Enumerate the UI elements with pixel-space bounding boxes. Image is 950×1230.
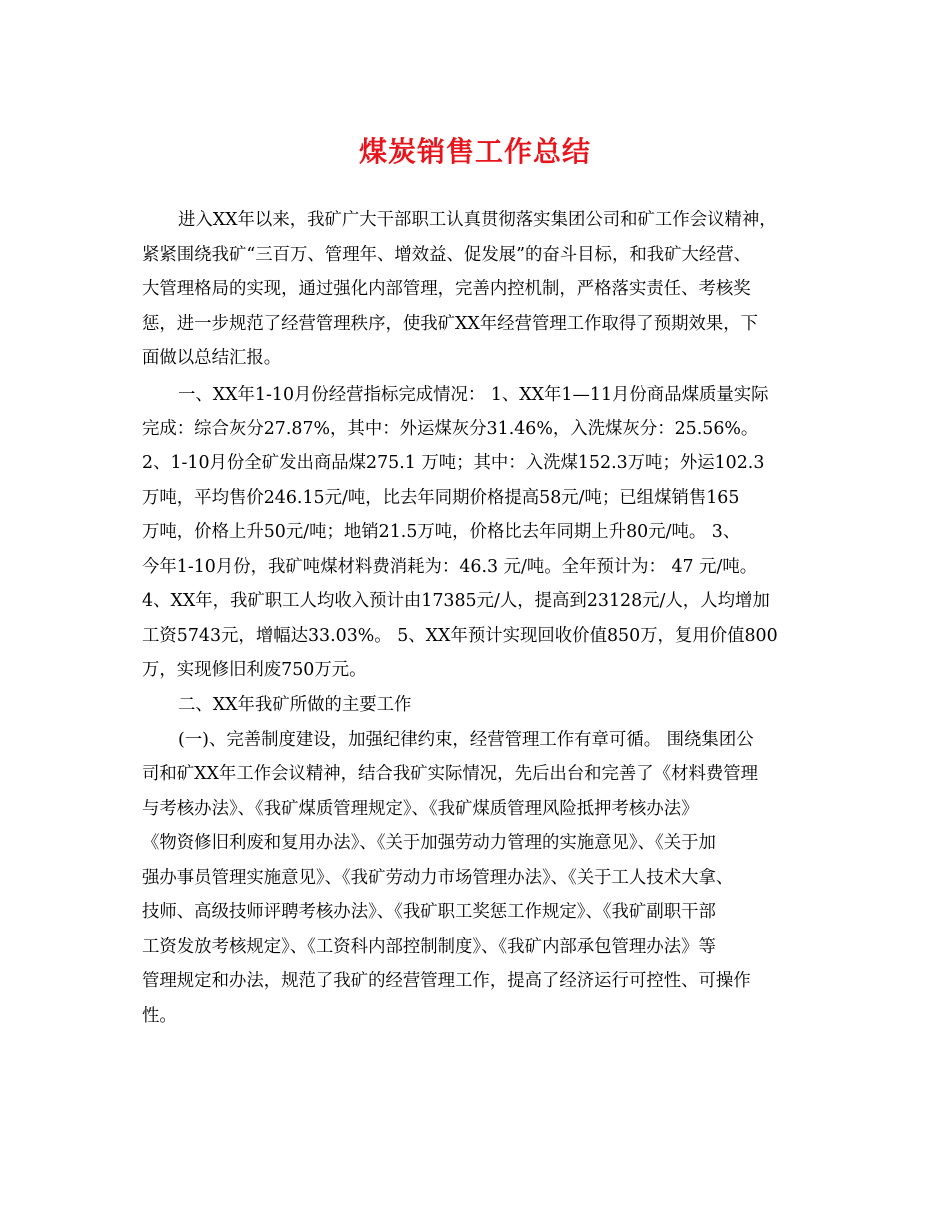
paragraph-line: 司和矿XX年工作会议精神，结合我矿实际情况，先后出台和完善了《材料费管理 <box>142 764 759 784</box>
paragraph-line: 进入XX年以来，我矿广大干部职工认真贯彻落实集团公司和矿工作会议精神， <box>178 210 777 230</box>
paragraph-line: 4、XX年，我矿职工人均收入预计由17385元/人，提高到23128元/人，人均增加 <box>142 591 770 611</box>
paragraph-line: 强办事员管理实施意见》、《我矿劳动力市场管理办法》、《关于工人技术大拿、 <box>142 868 734 888</box>
paragraph-line: 大管理格局的实现，通过强化内部管理，完善内控机制，严格落实责任、考核奖 <box>142 279 751 299</box>
paragraph-line: 工资发放考核规定》、《工资科内部控制制度》、《我矿内部承包管理办法》等 <box>142 937 716 957</box>
paragraph-line: 今年1-10月份，我矿吨煤材料费消耗为：46.3 元/吨。全年预计为： 47 元/吨。 <box>142 557 758 577</box>
paragraph-line: 万吨，平均售价246.15元/吨，比去年同期价格提高58元/吨；已组煤销售165 <box>142 488 740 508</box>
paragraph-line: 万，实现修旧利废750万元。 <box>142 660 367 680</box>
paragraph-line: 2、1-10月份全矿发出商品煤275.1 万吨；其中：入洗煤152.3万吨；外运102.3 <box>142 453 765 473</box>
paragraph-line: 与考核办法》、《我矿煤质管理规定》、《我矿煤质管理风险抵押考核办法》 <box>142 799 699 819</box>
paragraph-line: 《物资修旧利废和复用办法》、《关于加强劳动力管理的实施意见》、《关于加 <box>142 833 716 853</box>
paragraph-line: 管理规定和办法，规范了我矿的经营管理工作，提高了经济运行可控性、可操作 <box>142 971 751 991</box>
document-title: 煤炭销售工作总结 <box>358 135 591 168</box>
paragraph-line: 工资5743元，增幅达33.03%。 5、XX年预计实现回收价值850万，复用价值800 <box>142 626 778 646</box>
paragraph-line: 一、XX年1-10月份经营指标完成情况： 1、XX年1—11月份商品煤质量实际 <box>178 385 769 405</box>
section-heading: 二、XX年我矿所做的主要工作 <box>178 695 412 715</box>
paragraph-line: 技师、高级技师评聘考核办法》、《我矿职工奖惩工作规定》、《我矿副职干部 <box>142 902 716 922</box>
paragraph-line: 惩，进一步规范了经营管理秩序，使我矿XX年经营管理工作取得了预期效果，下 <box>142 314 759 334</box>
paragraph-line: 性。 <box>142 1006 177 1026</box>
paragraph-line: 面做以总结汇报。 <box>142 348 282 368</box>
paragraph-line: 紧紧围绕我矿“三百万、管理年、增效益、促发展”的奋斗目标，和我矿大经营、 <box>142 245 752 265</box>
paragraph-line: 完成：综合灰分27.87%，其中：外运煤灰分31.46%，入洗煤灰分：25.56%。 <box>142 419 759 439</box>
paragraph-line: 万吨，价格上升50元/吨；地销21.5万吨，价格比去年同期上升80元/吨。 3、 <box>142 522 741 542</box>
paragraph-line: (一)、完善制度建设，加强纪律约束，经营管理工作有章可循。 围绕集团公 <box>178 730 754 750</box>
